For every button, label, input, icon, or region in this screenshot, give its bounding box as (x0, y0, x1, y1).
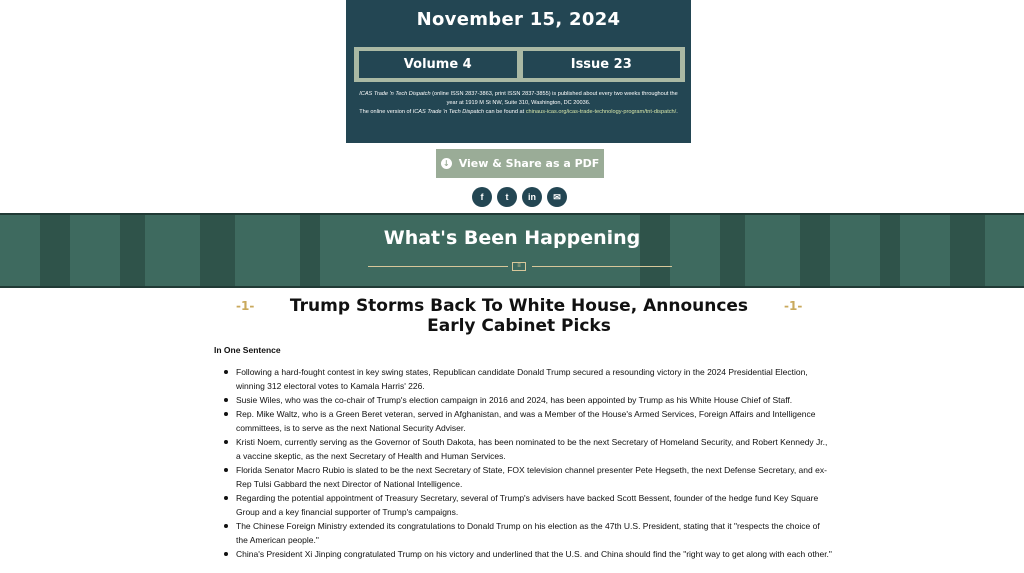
issue-date: November 15, 2024 (416, 9, 621, 30)
issue-label: Issue 23 (523, 51, 681, 78)
article-number-right: -1- (784, 299, 803, 313)
pdf-button-label: View & Share as a PDF (458, 157, 600, 170)
volume-label: Volume 4 (359, 51, 517, 78)
online-version-period: . (676, 109, 678, 115)
list-item: Regarding the potential appointment of Treasury Secretary, several of Trump's advisers have backed Scott Bessent, founder of the hedge fund Key Square Group and a key financial supporter of Trump's campaigns. (221, 491, 832, 519)
article-bullet-list (221, 365, 832, 561)
list-item: Florida Senator Macro Rubio is slated to be the next Secretary of State, FOX television channel presenter Pete Hegseth, the next Defense Secretary, and ex-Rep Tulsi Gabbard the next Director of National Intelligence. (221, 463, 832, 491)
article-title: Trump Storms Back To White House, Announces Early Cabinet Picks (289, 296, 749, 336)
twitter-icon[interactable]: t (497, 187, 517, 207)
list-item: The Chinese Foreign Ministry extended its congratulations to Donald Trump on his election as the 47th U.S. President, stating that it "respects the choice of the American people." (221, 519, 832, 547)
section-banner (0, 213, 1024, 288)
divider-right (532, 266, 672, 267)
volume-issue-frame (354, 47, 685, 82)
list-item: Kristi Noem, currently serving as the Governor of South Dakota, has been nominated to be the next Secretary of Homeland Security, and Robert Kennedy Jr., a vaccine skeptic, as the next Secretary of Health and Human Services. (221, 435, 832, 463)
list-item: Susie Wiles, who was the co-chair of Trump's election campaign in 2016 and 2024, has been appointed by Trump as his White House Chief of Staff. (221, 393, 832, 407)
publication-details: (online ISSN 2837-3863, print ISSN 2837-3855) is published about every two weeks throughout the year at 1919 M St NW, Suite 310, Washington, DC 20036. (430, 91, 678, 106)
social-share-bar (472, 187, 567, 207)
view-share-pdf-button[interactable] (436, 149, 604, 178)
divider-left (368, 266, 508, 267)
masthead (346, 0, 691, 143)
list-item: China's President Xi Jinping congratulated Trump on his victory and underlined that the U.S. and China should find the "right way to get along with each other." (221, 547, 832, 561)
online-version-prefix: The online version of (359, 109, 413, 115)
list-item: Rep. Mike Waltz, who is a Green Beret veteran, served in Afghanistan, and was a Member of the House's Armed Services, Foreign Affairs and Intelligence committees, is to serve as the next National Security Adviser. (221, 407, 832, 435)
banner-background-image (0, 215, 1024, 286)
email-icon[interactable]: ✉ (547, 187, 567, 207)
online-version-statement (356, 108, 681, 117)
section-title: What's Been Happening (383, 227, 641, 249)
online-version-link[interactable]: chinaus-icas.org/icas-trade-technology-program/tnt-dispatch/ (525, 109, 677, 115)
linkedin-icon[interactable]: in (522, 187, 542, 207)
publication-statement (356, 90, 681, 108)
online-version-mid: can be found at (484, 109, 526, 115)
publication-info (356, 90, 681, 117)
download-icon: ↓ (441, 158, 452, 169)
online-version-title: ICAS Trade 'n Tech Dispatch (412, 109, 485, 115)
publication-title: ICAS Trade 'n Tech Dispatch (359, 91, 431, 97)
list-item: Following a hard-fought contest in key swing states, Republican candidate Donald Trump secured a resounding victory in the 2024 Presidential Election, winning 312 electoral votes to Kamala Harris' 226. (221, 365, 832, 393)
article-subheading: In One Sentence (214, 345, 281, 355)
facebook-icon[interactable]: f (472, 187, 492, 207)
article-number-left: -1- (236, 299, 255, 313)
newspaper-icon: ≡ (512, 262, 526, 271)
